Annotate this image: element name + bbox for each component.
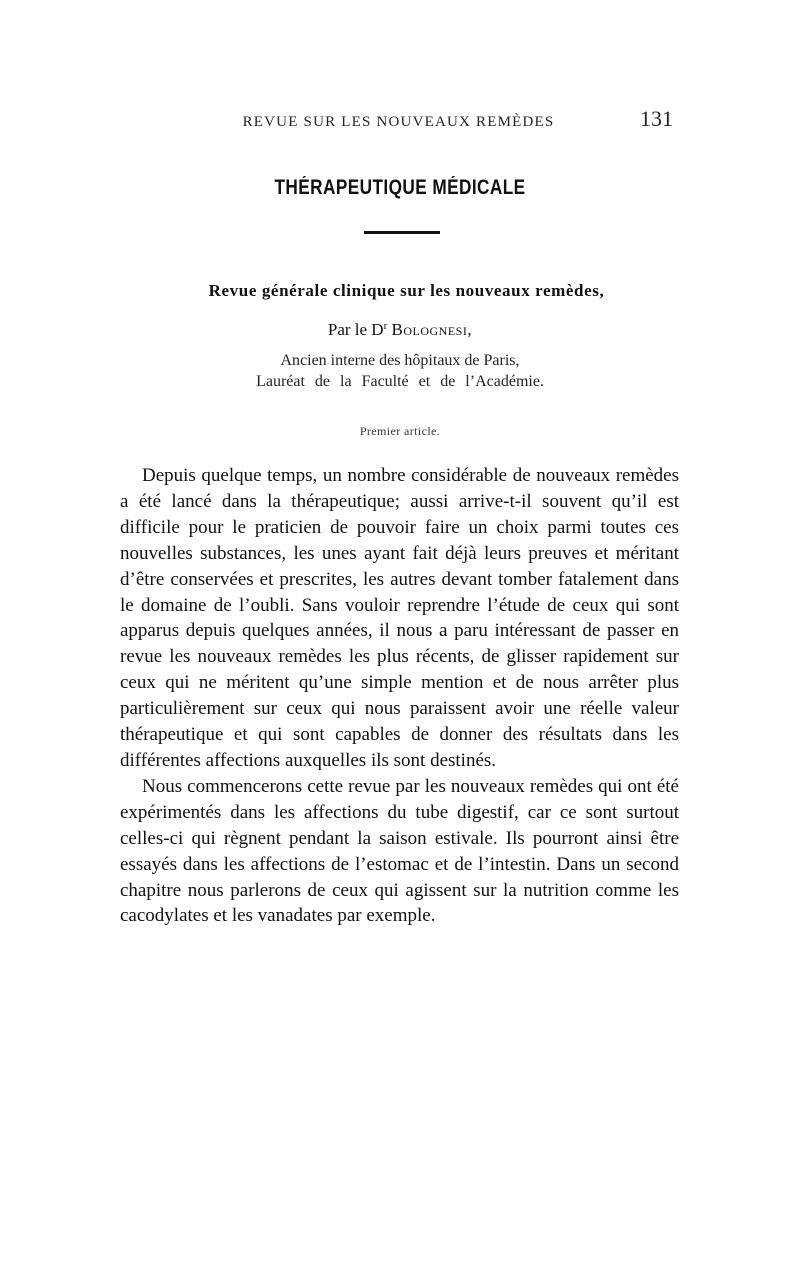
article-title: Revue générale clinique sur les nouveaux remèdes, xyxy=(208,281,605,300)
author-line xyxy=(0,320,800,340)
author-title-superscript: r xyxy=(383,320,388,332)
title-rule-divider xyxy=(364,231,440,234)
author-prefix: Par le D xyxy=(327,320,384,339)
body-paragraph-2: Nous commencerons cette revue par les nouveaux remèdes qui ont été expérimentés dans les affections du tube digestif, car ce sont surtout celles-ci qui règnent pendant la saison estivale. Ils pourront ainsi être essayés dans les affections de l’estomac et de l’intestin. Dans un second chapitre nous parlerons de ceux qui agissent sur la nutrition comme les cacodylates et les vanadates par exemple. xyxy=(120,775,679,927)
article-part-label: Premier article. xyxy=(359,424,441,438)
author-affiliation-1: Ancien interne des hôpitaux de Paris, xyxy=(280,352,520,369)
running-header: REVUE SUR LES NOUVEAUX REMÈDES xyxy=(242,114,555,130)
author-name: Bolognesi, xyxy=(391,320,473,339)
body-paragraph-1: Depuis quelque temps, un nombre considérable de nouveaux remèdes a été lancé dans la thérapeutique; aussi arrive-t-il souvent qu’il est difficile pour le praticien de pouvoir faire un choix parmi toutes ces nouvelles substances, les unes ayant fait déjà leurs preuves et méritant d’être conservées et prescrites, les autres devant tomber fatalement dans le domaine de l’oubli. Sans vouloir reprendre l’étude de ceux qui sont apparus depuis quelques années, il nous a paru intéressant de passer en revue les nouveaux remèdes les plus récents, de glisser rapidement sur ceux qui ne méritent qu’une simple mention et de nous arrêter plus particulièrement sur ceux qui nous paraissent avoir une réelle valeur thérapeutique et qui sont capables de donner des résultats dans les différentes affections auxquelles ils sont destinés. xyxy=(120,465,679,771)
author-affiliation-2: Lauréat de la Faculté et de l’Académie. xyxy=(256,373,544,390)
article-body xyxy=(120,463,679,929)
section-title: THÉRAPEUTIQUE MÉDICALE xyxy=(274,176,526,199)
page-number: 131 xyxy=(640,106,673,131)
